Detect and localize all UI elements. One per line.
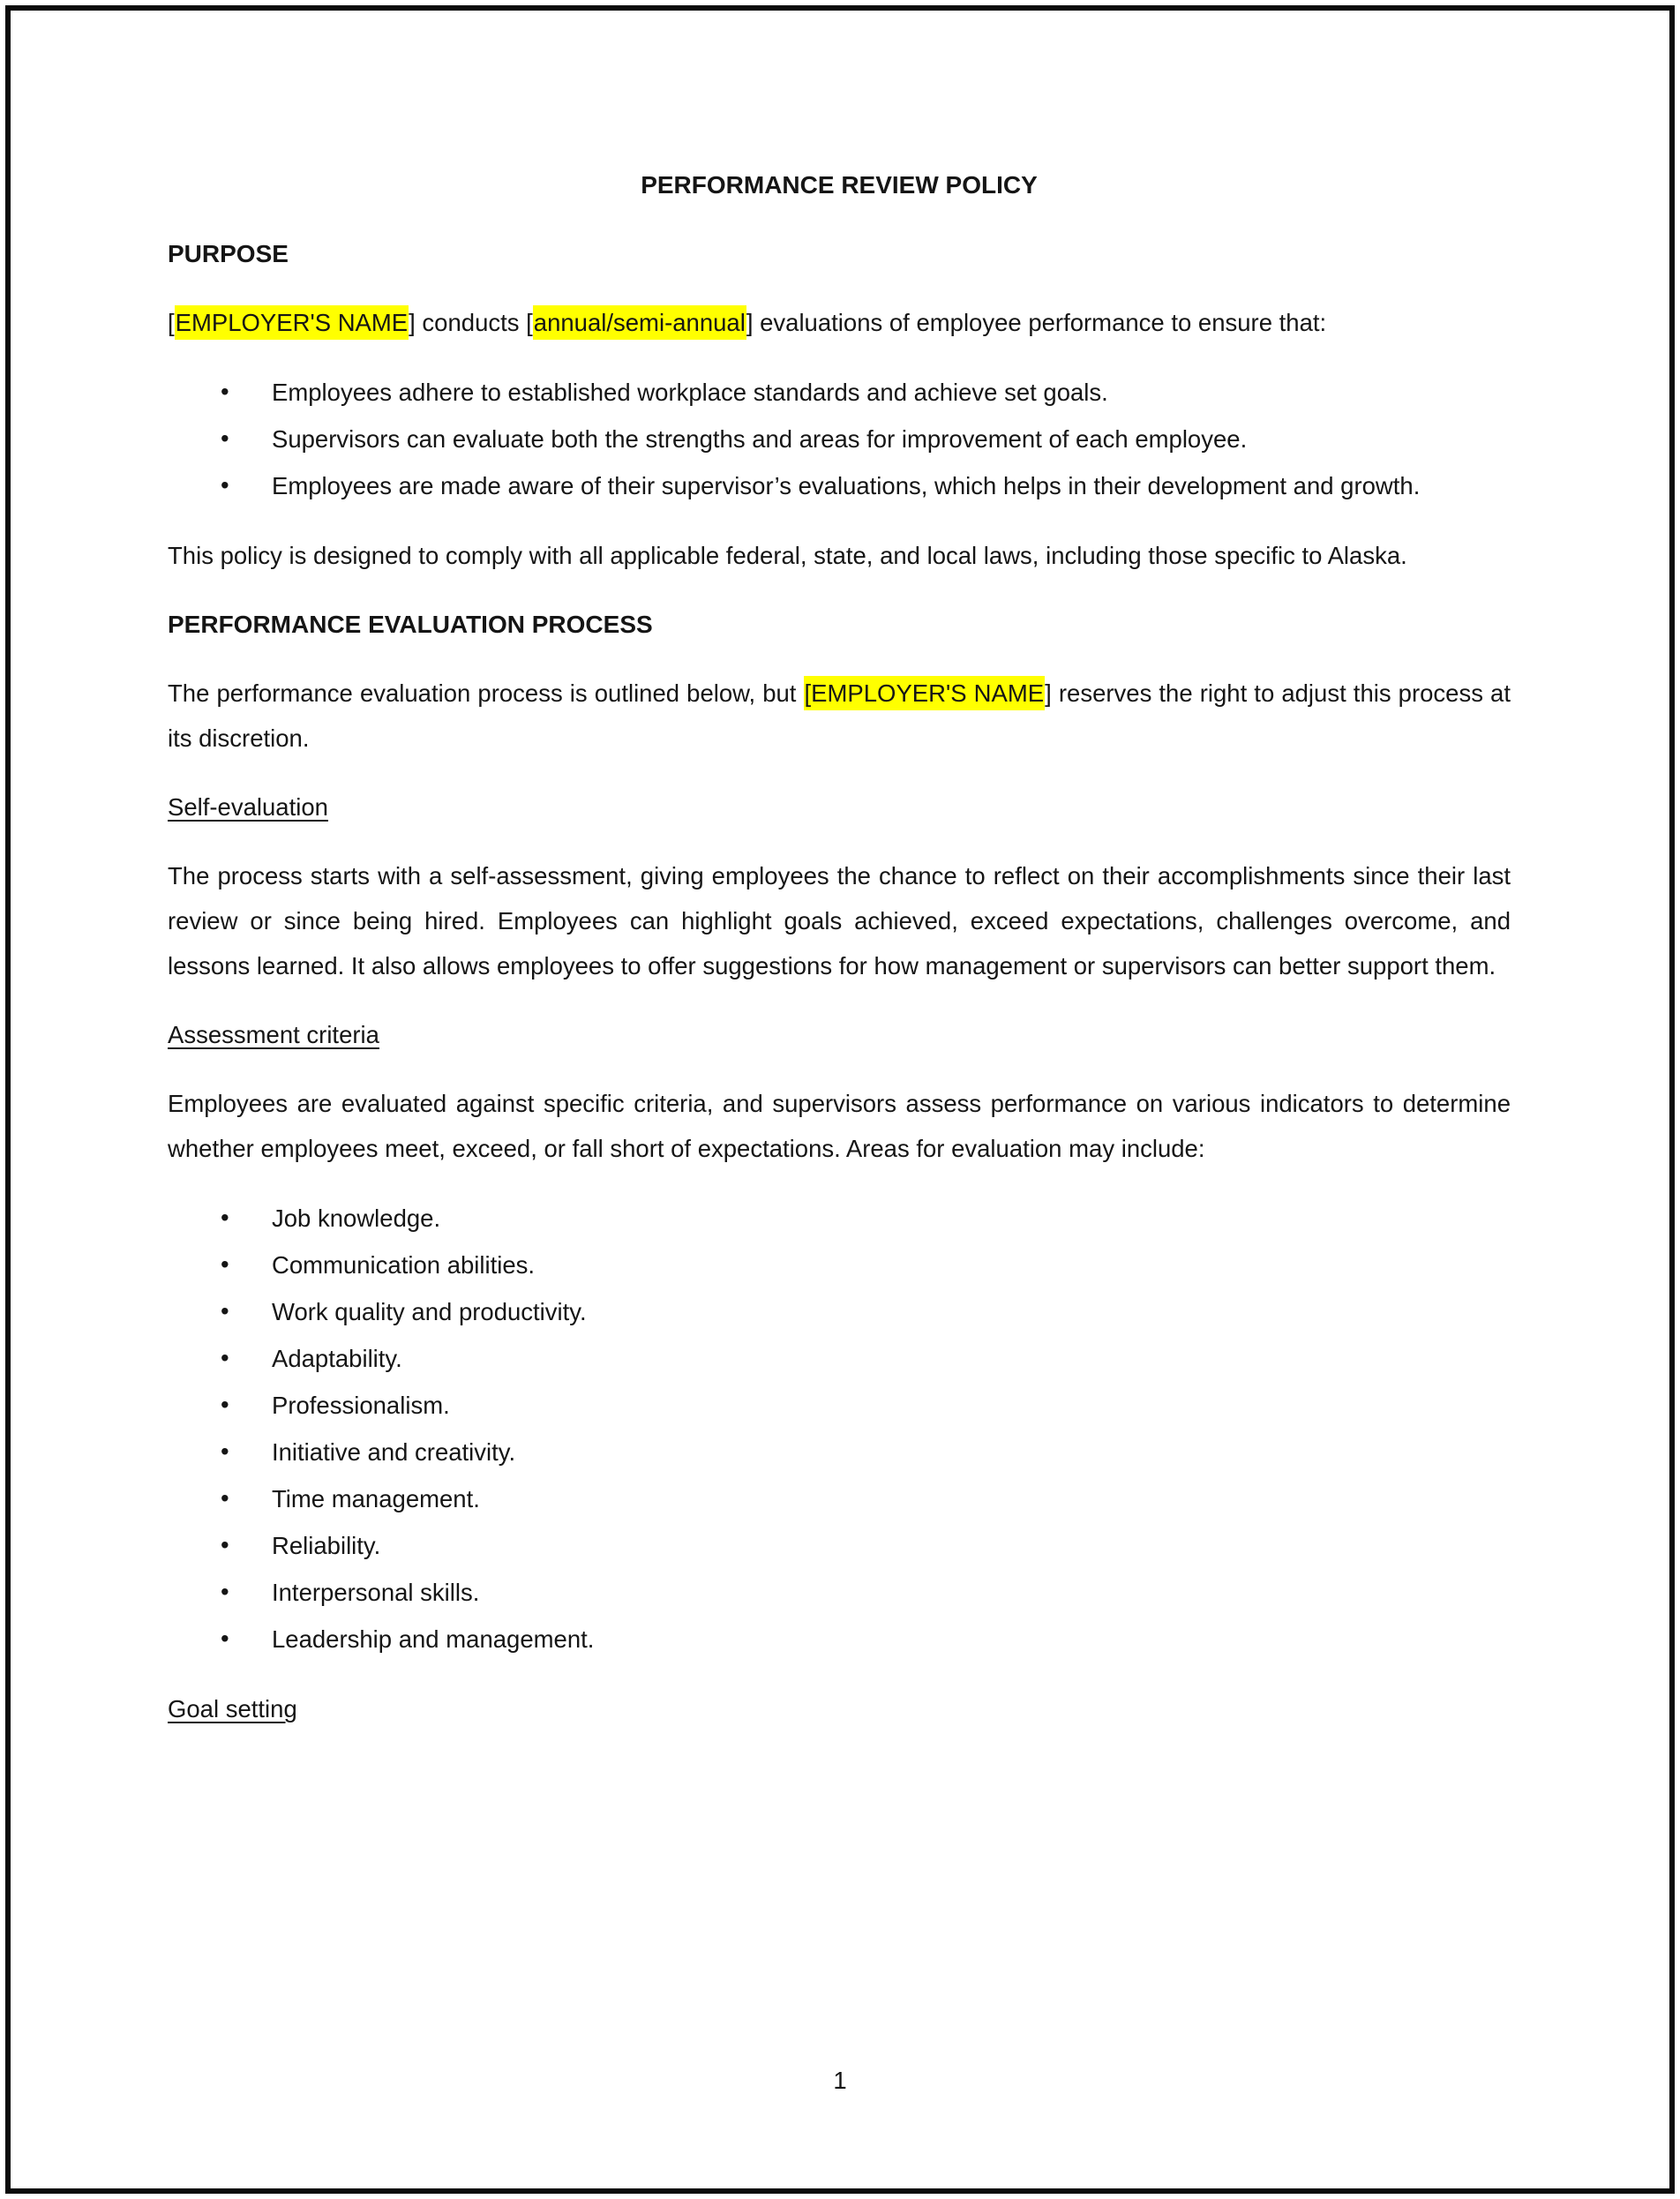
bullet-icon: • — [221, 1297, 229, 1325]
list-item-text: Supervisors can evaluate both the strengths and areas for improvement of each employee. — [272, 425, 1248, 453]
list-item-text: Initiative and creativity. — [272, 1438, 516, 1466]
list-item — [168, 462, 1511, 509]
bullet-icon: • — [221, 1578, 229, 1605]
list-item-text: Professionalism. — [272, 1392, 450, 1419]
bullet-icon: • — [221, 1204, 229, 1231]
text-run: The performance evaluation process is outlined below, but — [168, 679, 804, 707]
list-item — [168, 416, 1511, 462]
page-number: 1 — [833, 2067, 847, 2094]
bullet-icon: • — [221, 424, 229, 452]
list-item — [168, 1569, 1511, 1616]
document-content — [168, 162, 1511, 1755]
list-item — [168, 1382, 1511, 1429]
bullet-icon: • — [221, 471, 229, 499]
list-item — [168, 1195, 1511, 1242]
list-item-text: Work quality and productivity. — [272, 1298, 587, 1325]
assessment-bullet-list — [168, 1195, 1511, 1662]
subheading-assessment-criteria: Assessment criteria — [168, 1021, 379, 1048]
highlight-annual-semi-annual: annual/semi-annual — [533, 305, 746, 340]
bullet-icon: • — [221, 1484, 229, 1512]
highlight-employers-name: [EMPLOYER'S NAME — [804, 676, 1046, 710]
bullet-icon: • — [221, 1531, 229, 1558]
list-item — [168, 1288, 1511, 1335]
bullet-icon: • — [221, 1391, 229, 1418]
text-run: ] reserves the right to adjust this process at its discretion. — [168, 679, 1511, 752]
text-run: ] conducts [ — [409, 309, 533, 336]
subheading-goal-setting: Goal setting — [168, 1695, 297, 1722]
paragraph-assessment-criteria: Employees are evaluated against specific criteria, and supervisors assess performance on various indicators to determine whether employees meet, exceed, or fall short of expectations. Areas for evaluation may include: — [168, 1090, 1511, 1162]
list-item-text: Interpersonal skills. — [272, 1579, 480, 1606]
paragraph-purpose-intro — [168, 300, 1511, 345]
document-title: PERFORMANCE REVIEW POLICY — [641, 171, 1038, 199]
bullet-icon: • — [221, 378, 229, 405]
purpose-bullet-list — [168, 369, 1511, 509]
text-run: ] evaluations of employee performance to ensure that: — [746, 309, 1327, 336]
paragraph-process-intro — [168, 671, 1511, 761]
subheading-self-evaluation: Self-evaluation — [168, 793, 328, 821]
highlight-employers-name: EMPLOYER'S NAME — [175, 305, 409, 340]
bullet-icon: • — [221, 1625, 229, 1652]
list-item — [168, 369, 1511, 416]
list-item-text: Adaptability. — [272, 1345, 402, 1372]
heading-purpose: PURPOSE — [168, 240, 289, 267]
list-item — [168, 1429, 1511, 1475]
list-item — [168, 1242, 1511, 1288]
list-item — [168, 1475, 1511, 1522]
paragraph-self-evaluation: The process starts with a self-assessment, giving employees the chance to reflect on their accomplishments since their last review or since being hired. Employees can highlight goals achieved, exceed expectations, challenges overcome, and lessons learned. It also allows employees to offer suggestions for how management or supervisors can better support them. — [168, 862, 1511, 979]
list-item — [168, 1522, 1511, 1569]
paragraph-compliance: This policy is designed to comply with all applicable federal, state, and local laws, including those specific to Alaska. — [168, 542, 1407, 569]
list-item-text: Leadership and management. — [272, 1625, 595, 1653]
list-item-text: Employees are made aware of their supervisor’s evaluations, which helps in their development and growth. — [272, 472, 1421, 499]
list-item-text: Job knowledge. — [272, 1205, 441, 1232]
heading-performance-evaluation-process: PERFORMANCE EVALUATION PROCESS — [168, 611, 653, 638]
list-item-text: Reliability. — [272, 1532, 381, 1559]
list-item-text: Employees adhere to established workplace standards and achieve set goals. — [272, 379, 1108, 406]
bullet-icon: • — [221, 1344, 229, 1371]
list-item-text: Time management. — [272, 1485, 480, 1512]
text-run: [ — [168, 309, 175, 336]
list-item — [168, 1616, 1511, 1662]
bullet-icon: • — [221, 1437, 229, 1465]
list-item-text: Communication abilities. — [272, 1251, 536, 1279]
bullet-icon: • — [221, 1250, 229, 1278]
list-item — [168, 1335, 1511, 1382]
